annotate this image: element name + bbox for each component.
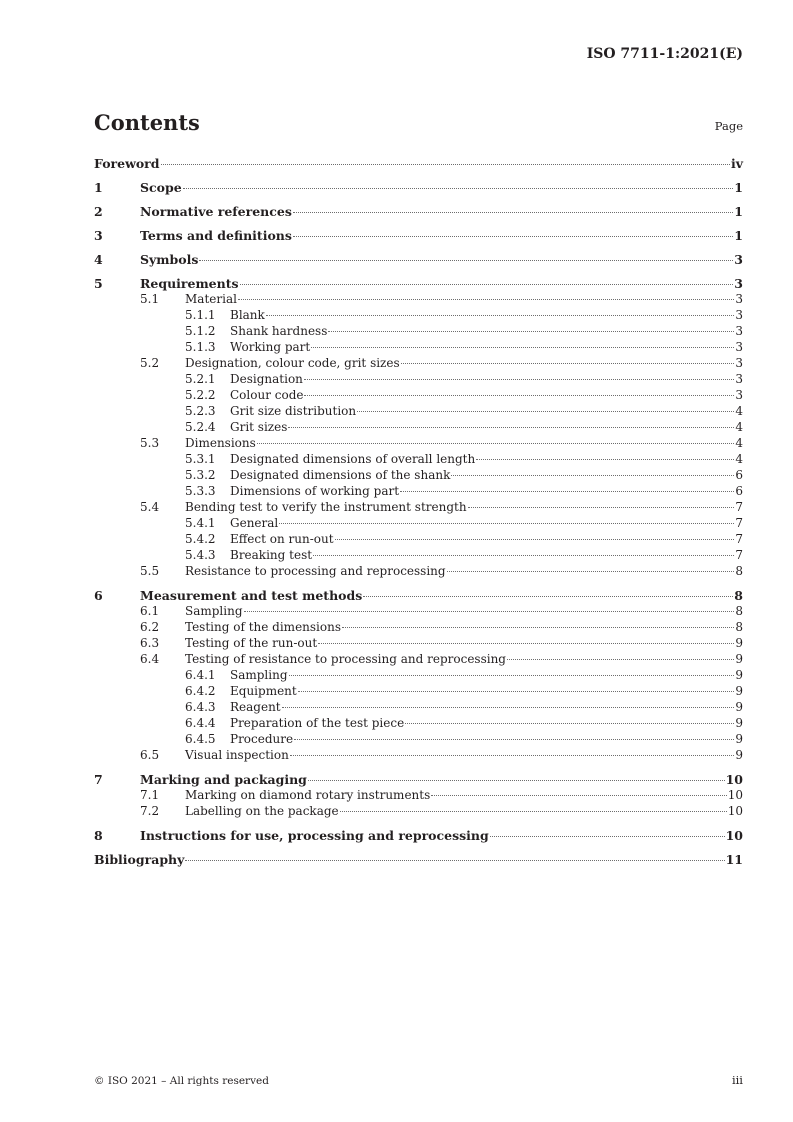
- dot-leader: [183, 188, 734, 189]
- toc-entry-page: 3: [735, 372, 743, 386]
- toc-entry[interactable]: [94, 852, 743, 868]
- page-column-label: Page: [714, 119, 743, 133]
- toc-entry-title: Material: [185, 292, 237, 306]
- dot-leader: [335, 539, 735, 540]
- dot-leader: [468, 507, 735, 508]
- dot-leader: [266, 315, 735, 316]
- toc-entry-page: 3: [735, 292, 743, 306]
- toc-entry-page: 8: [734, 588, 743, 603]
- toc-entry-number: 5.3.3: [185, 484, 216, 498]
- toc-entry-number: 5.2.1: [185, 372, 216, 386]
- toc-entry-title: Grit size distribution: [230, 404, 357, 418]
- toc-entry-page: 10: [727, 788, 743, 802]
- toc-entry-page: 1: [734, 228, 743, 243]
- toc-entry-page: 3: [735, 356, 743, 370]
- toc-entry-title: Sampling: [230, 668, 288, 682]
- dot-leader: [447, 571, 735, 572]
- dot-leader: [405, 723, 734, 724]
- toc-entry[interactable]: [94, 180, 743, 196]
- dot-leader: [451, 475, 734, 476]
- toc-entry-number: 5.1.2: [185, 324, 216, 338]
- page-number: iii: [731, 1073, 743, 1087]
- dot-leader: [257, 443, 735, 444]
- toc-entry-title: Designation, colour code, grit sizes: [185, 356, 400, 370]
- toc-entry-page: 9: [735, 652, 743, 666]
- toc-entry-page: 6: [735, 484, 743, 498]
- toc-entry[interactable]: [94, 156, 743, 172]
- toc-entry-title: Sampling: [185, 604, 243, 618]
- toc-entry-title: Bending test to verify the instrument strength: [185, 500, 467, 514]
- toc-entry-page: 7: [735, 516, 743, 530]
- toc-entry-page: iv: [730, 156, 743, 171]
- dot-leader: [313, 555, 734, 556]
- toc-entry[interactable]: [94, 404, 743, 420]
- toc-entry-title: Shank hardness: [230, 324, 328, 338]
- dot-leader: [161, 164, 730, 165]
- toc-entry-page: 3: [735, 340, 743, 354]
- toc-entry-number: 5.2: [140, 356, 160, 370]
- toc-entry-number: 6.5: [140, 748, 160, 762]
- toc-entry[interactable]: [94, 828, 743, 844]
- dot-leader: [244, 611, 735, 612]
- dot-leader: [340, 811, 727, 812]
- toc-entry-title: Bibliography: [94, 852, 185, 867]
- toc-entry-number: 5.2.3: [185, 404, 216, 418]
- toc-entry-number: 7.2: [140, 804, 160, 818]
- toc-entry[interactable]: [94, 604, 743, 620]
- toc-entry-page: 8: [735, 604, 743, 618]
- dot-leader: [308, 780, 725, 781]
- toc-entry-title: Breaking test: [230, 548, 313, 562]
- toc-entry-page: 8: [735, 564, 743, 578]
- toc-entry-title: Designated dimensions of overall length: [230, 452, 476, 466]
- toc-entry-number: 6.3: [140, 636, 160, 650]
- toc-entry-title: Effect on run-out: [230, 532, 334, 546]
- toc-entry[interactable]: [94, 620, 743, 636]
- toc-entry[interactable]: [94, 308, 743, 324]
- toc-entry-title: Resistance to processing and reprocessing: [185, 564, 446, 578]
- toc-entry[interactable]: [94, 204, 743, 220]
- toc-entry[interactable]: [94, 516, 743, 532]
- toc-entry[interactable]: [94, 716, 743, 732]
- toc-entry-number: 6.4.3: [185, 700, 216, 714]
- toc-entry-title: Preparation of the test piece: [230, 716, 405, 730]
- toc-entry-page: 1: [734, 204, 743, 219]
- toc-entry-page: 10: [727, 804, 743, 818]
- toc-entry[interactable]: [94, 388, 743, 404]
- dot-leader: [311, 347, 734, 348]
- toc-entry[interactable]: [94, 228, 743, 244]
- toc-entry[interactable]: [94, 636, 743, 652]
- dot-leader: [304, 379, 734, 380]
- toc-entry-page: 9: [735, 716, 743, 730]
- toc-entry-title: Marking on diamond rotary instruments: [185, 788, 431, 802]
- toc-entry-page: 6: [735, 468, 743, 482]
- toc-entry-number: 3: [94, 228, 103, 243]
- toc-entry-page: 9: [735, 700, 743, 714]
- toc-entry[interactable]: [94, 452, 743, 468]
- toc-entry[interactable]: [94, 372, 743, 388]
- toc-entry[interactable]: [94, 252, 743, 268]
- toc-entry-title: Symbols: [140, 252, 199, 267]
- toc-entry-page: 9: [735, 684, 743, 698]
- toc-entry[interactable]: [94, 532, 743, 548]
- toc-entry-number: 2: [94, 204, 103, 219]
- toc-entry-number: 5.3.1: [185, 452, 216, 466]
- dot-leader: [507, 659, 734, 660]
- toc-entry[interactable]: [94, 500, 743, 516]
- toc-entry-page: 4: [735, 452, 743, 466]
- dot-leader: [318, 643, 734, 644]
- toc-entry-title: Normative references: [140, 204, 292, 219]
- dot-leader: [328, 331, 734, 332]
- toc-entry-number: 6.4.4: [185, 716, 216, 730]
- toc-entry-number: 5.4.3: [185, 548, 216, 562]
- toc-entry[interactable]: [94, 340, 743, 356]
- dot-leader: [293, 236, 733, 237]
- toc-entry-title: Equipment: [230, 684, 297, 698]
- toc-entry-title: Dimensions: [185, 436, 256, 450]
- toc-entry[interactable]: [94, 700, 743, 716]
- dot-leader: [293, 212, 733, 213]
- dot-leader: [400, 491, 734, 492]
- toc-entry-page: 9: [735, 748, 743, 762]
- toc-entry-number: 6: [94, 588, 103, 603]
- toc-entry[interactable]: [94, 788, 743, 804]
- dot-leader: [199, 260, 733, 261]
- dot-leader: [185, 860, 724, 861]
- dot-leader: [290, 755, 735, 756]
- dot-leader: [240, 284, 734, 285]
- dot-leader: [304, 395, 734, 396]
- toc-entry-number: 6.4.1: [185, 668, 216, 682]
- toc-entry-number: 4: [94, 252, 103, 267]
- toc-entry-number: 5.5: [140, 564, 160, 578]
- toc-entry[interactable]: [94, 292, 743, 308]
- toc-entry-number: 5: [94, 276, 103, 291]
- toc-entry-title: Testing of the run-out: [185, 636, 318, 650]
- toc-entry-title: Grit sizes: [230, 420, 288, 434]
- toc-entry-number: 5.3: [140, 436, 160, 450]
- toc-entry-title: Requirements: [140, 276, 239, 291]
- toc-entry-title: Visual inspection: [185, 748, 289, 762]
- toc-entry-page: 7: [735, 532, 743, 546]
- toc-entry-title: Designated dimensions of the shank: [230, 468, 451, 482]
- table-of-contents: [94, 156, 743, 868]
- toc-entry-title: Designation: [230, 372, 303, 386]
- toc-entry[interactable]: [94, 732, 743, 748]
- toc-entry-page: 10: [725, 828, 743, 843]
- dot-leader: [490, 836, 725, 837]
- dot-leader: [363, 596, 733, 597]
- toc-entry[interactable]: [94, 748, 743, 764]
- toc-entry-title: Terms and definitions: [140, 228, 292, 243]
- toc-entry-title: Scope: [140, 180, 182, 195]
- toc-entry-number: 7.1: [140, 788, 160, 802]
- toc-entry-number: 5.1.1: [185, 308, 216, 322]
- toc-entry-title: Colour code: [230, 388, 304, 402]
- toc-entry[interactable]: [94, 804, 743, 820]
- toc-entry[interactable]: [94, 324, 743, 340]
- dot-leader: [279, 523, 734, 524]
- dot-leader: [342, 627, 734, 628]
- toc-entry-page: 10: [725, 772, 743, 787]
- toc-entry-number: 5.2.4: [185, 420, 216, 434]
- toc-entry[interactable]: [94, 668, 743, 684]
- toc-entry-page: 7: [735, 548, 743, 562]
- toc-entry-title: Marking and packaging: [140, 772, 307, 787]
- dot-leader: [294, 739, 734, 740]
- dot-leader: [289, 675, 735, 676]
- toc-entry-number: 6.2: [140, 620, 160, 634]
- toc-entry[interactable]: [94, 356, 743, 372]
- toc-entry-number: 8: [94, 828, 103, 843]
- toc-entry-number: 6.4.2: [185, 684, 216, 698]
- toc-entry-title: Labelling on the package: [185, 804, 339, 818]
- toc-entry-page: 7: [735, 500, 743, 514]
- dot-leader: [357, 411, 734, 412]
- dot-leader: [476, 459, 734, 460]
- toc-entry-number: 5.1.3: [185, 340, 216, 354]
- toc-entry-title: Testing of the dimensions: [185, 620, 341, 634]
- toc-entry-number: 5.4.1: [185, 516, 216, 530]
- toc-entry-number: 5.4.2: [185, 532, 216, 546]
- dot-leader: [238, 299, 734, 300]
- toc-entry-title: Dimensions of working part: [230, 484, 400, 498]
- toc-entry[interactable]: [94, 468, 743, 484]
- toc-entry-number: 1: [94, 180, 103, 195]
- toc-entry-number: 7: [94, 772, 103, 787]
- toc-entry-page: 4: [735, 420, 743, 434]
- toc-entry-title: Blank: [230, 308, 265, 322]
- dot-leader: [431, 795, 726, 796]
- toc-entry-title: Procedure: [230, 732, 294, 746]
- dot-leader: [298, 691, 735, 692]
- toc-entry-title: Foreword: [94, 156, 160, 171]
- toc-entry-number: 5.3.2: [185, 468, 216, 482]
- toc-entry[interactable]: [94, 548, 743, 564]
- dot-leader: [288, 427, 734, 428]
- toc-entry[interactable]: [94, 588, 743, 604]
- toc-entry-page: 3: [734, 252, 743, 267]
- toc-entry[interactable]: [94, 484, 743, 500]
- toc-entry-title: Measurement and test methods: [140, 588, 363, 603]
- toc-entry-number: 6.1: [140, 604, 160, 618]
- toc-entry-number: 5.2.2: [185, 388, 216, 402]
- toc-entry-page: 3: [735, 324, 743, 338]
- toc-entry-title: Working part: [230, 340, 311, 354]
- toc-entry-title: Reagent: [230, 700, 281, 714]
- toc-entry-page: 11: [725, 852, 743, 867]
- dot-leader: [401, 363, 735, 364]
- toc-entry-page: 8: [735, 620, 743, 634]
- toc-entry-page: 3: [734, 276, 743, 291]
- toc-entry[interactable]: [94, 436, 743, 452]
- dot-leader: [282, 707, 735, 708]
- toc-entry-title: Testing of resistance to processing and reprocessing: [185, 652, 506, 666]
- toc-entry-page: 1: [734, 180, 743, 195]
- toc-entry[interactable]: [94, 772, 743, 788]
- toc-entry[interactable]: [94, 420, 743, 436]
- copyright-notice: © ISO 2021 – All rights reserved: [94, 1075, 269, 1087]
- toc-entry-page: 4: [735, 436, 743, 450]
- toc-entry-title: Instructions for use, processing and reprocessing: [140, 828, 489, 843]
- toc-entry-page: 4: [735, 404, 743, 418]
- document-identifier: ISO 7711-1:2021(E): [586, 46, 743, 62]
- toc-entry-number: 6.4.5: [185, 732, 216, 746]
- toc-entry-page: 9: [735, 732, 743, 746]
- toc-entry-title: General: [230, 516, 279, 530]
- toc-entry[interactable]: [94, 684, 743, 700]
- toc-entry-page: 9: [735, 668, 743, 682]
- toc-entry-page: 9: [735, 636, 743, 650]
- contents-title: Contents: [94, 110, 200, 135]
- toc-entry-page: 3: [735, 308, 743, 322]
- toc-entry-number: 5.4: [140, 500, 160, 514]
- toc-entry[interactable]: [94, 564, 743, 580]
- toc-entry-page: 3: [735, 388, 743, 402]
- toc-entry-number: 5.1: [140, 292, 160, 306]
- toc-entry[interactable]: [94, 276, 743, 292]
- toc-entry-number: 6.4: [140, 652, 160, 666]
- toc-entry[interactable]: [94, 652, 743, 668]
